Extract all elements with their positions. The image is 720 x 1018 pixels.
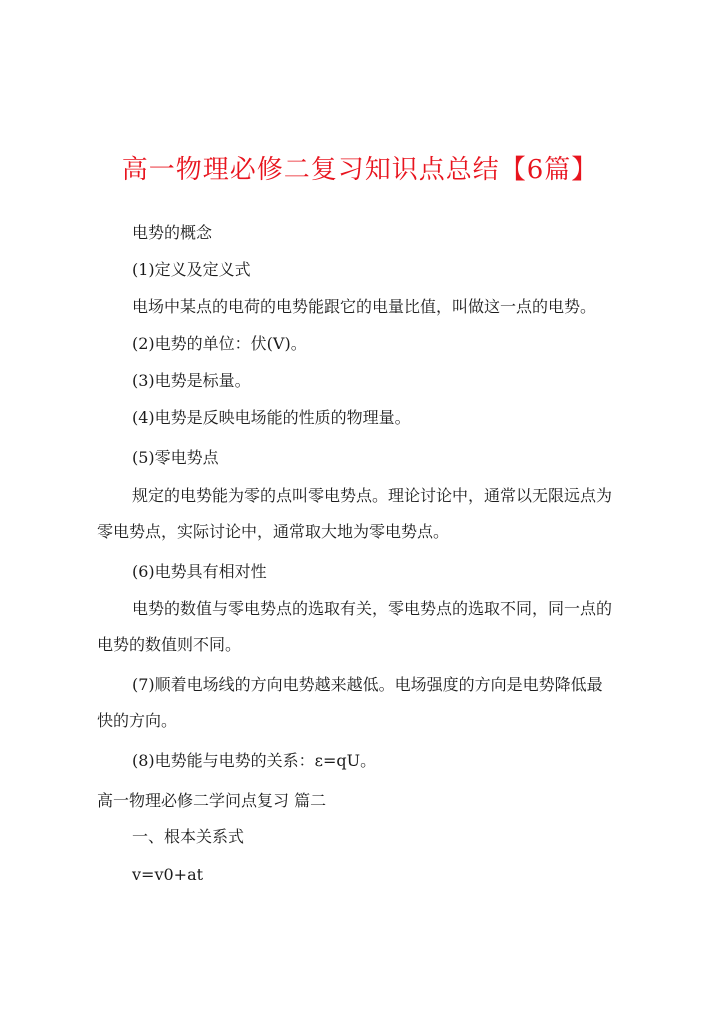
- paragraph-line: (6)电势具有相对性: [132, 562, 267, 581]
- formula-line: v=v0+at: [132, 865, 204, 884]
- paragraph-line: 电势的概念: [132, 223, 213, 242]
- paragraph-line: (4)电势是反映电场能的性质的物理量。: [132, 408, 411, 427]
- paragraph-line: 快的方向。: [97, 711, 178, 730]
- paragraph-line: 电势的数值则不同。: [97, 635, 242, 654]
- paragraph-line: (8)电势能与电势的关系：ε=qU。: [132, 751, 377, 770]
- section-heading: 高一物理必修二学问点复习 篇二: [97, 791, 327, 810]
- paragraph-line: (1)定义及定义式: [132, 260, 251, 279]
- paragraph-line: 电势的数值与零电势点的选取有关，零电势点的选取不同，同一点的: [132, 599, 613, 618]
- paragraph-line: (2)电势的单位：伏(V)。: [132, 334, 307, 353]
- paragraph-line: 电场中某点的电荷的电势能跟它的电量比值，叫做这一点的电势。: [132, 297, 597, 316]
- paragraph-line: 规定的电势能为零的点叫零电势点。理论讨论中，通常以无限远点为: [132, 486, 613, 505]
- document-title: 高一物理必修二复习知识点总结【6篇】: [121, 155, 599, 185]
- paragraph-line: (5)零电势点: [132, 448, 219, 467]
- paragraph-line: (7)顺着电场线的方向电势越来越低。电场强度的方向是电势降低最: [132, 675, 603, 694]
- paragraph-line: 一、根本关系式: [132, 827, 245, 846]
- paragraph-line: 零电势点，实际讨论中，通常取大地为零电势点。: [97, 522, 450, 541]
- paragraph-line: (3)电势是标量。: [132, 371, 251, 390]
